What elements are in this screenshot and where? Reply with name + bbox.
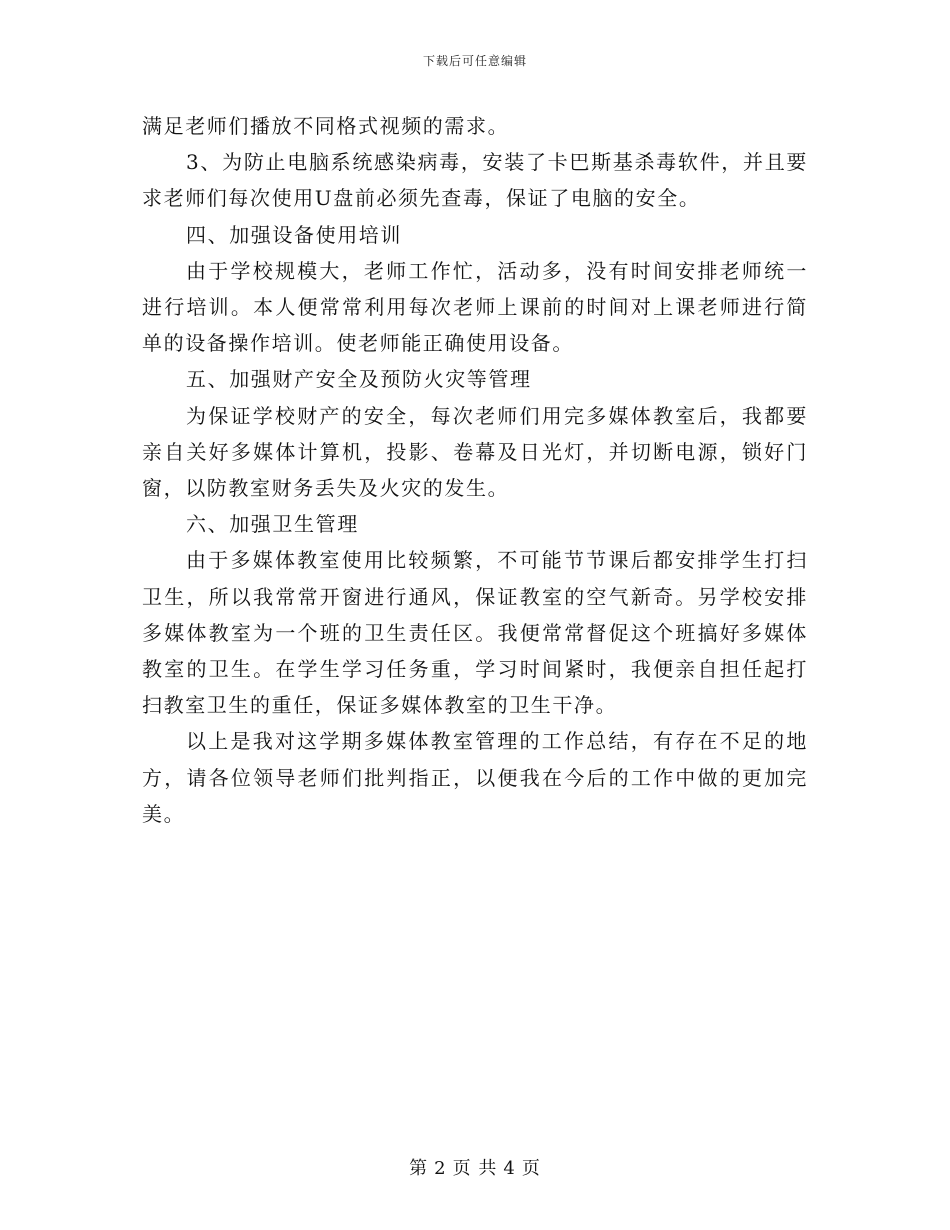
page-footer <box>0 1154 950 1180</box>
section-heading-safety: 五、加强财产安全及预防火灾等管理 <box>186 367 532 392</box>
paragraph-training: 由于学校规模大，老师工作忙，活动多，没有时间安排老师统一进行培训。本人便常常利用每次老师上课前的时间对上课老师进行简单的设备操作培训。使老师能正确使用设备。 <box>142 258 808 356</box>
paragraph-conclusion: 以上是我对这学期多媒体教室管理的工作总结，有存在不足的地方，请各位领导老师们批判指正，以便我在今后的工作中做的更加完美。 <box>142 729 808 826</box>
paragraph-continuation: 满足老师们播放不同格式视频的需求。 <box>142 114 510 138</box>
footer-total-pages: 4 <box>503 1158 516 1179</box>
page-header: 下载后可任意编辑 <box>422 54 527 68</box>
paragraph-safety: 为保证学校财产的安全，每次老师们用完多媒体教室后，我都要亲自关好多媒体计算机，投影、卷幕及日光灯，并切断电源，锁好门窗，以防教室财务丢失及火灾的发生。 <box>142 403 808 501</box>
paragraph-antivirus: 3、为防止电脑系统感染病毒，安装了卡巴斯基杀毒软件，并且要求老师们每次使用U盘前必须先查毒，保证了电脑的安全。 <box>142 150 808 211</box>
document-body <box>142 108 808 832</box>
paragraph-hygiene: 由于多媒体教室使用比较频繁，不可能节节课后都安排学生打扫卫生，所以我常常开窗进行通风，保证教室的空气新奇。另学校安排多媒体教室为一个班的卫生责任区。我便常常督促这个班搞好多媒体教室的卫生。在学生学习任务重，学习时间紧时，我便亲自担任起打扫教室卫生的重任，保证多媒体教室的卫生干净。 <box>142 548 808 718</box>
footer-suffix: 页 <box>521 1158 541 1179</box>
section-heading-training: 四、加强设备使用培训 <box>186 222 402 247</box>
footer-prefix: 第 <box>409 1158 429 1179</box>
footer-current-page: 2 <box>434 1158 447 1179</box>
footer-middle: 页 共 <box>452 1158 498 1179</box>
section-heading-hygiene: 六、加强卫生管理 <box>186 512 359 537</box>
